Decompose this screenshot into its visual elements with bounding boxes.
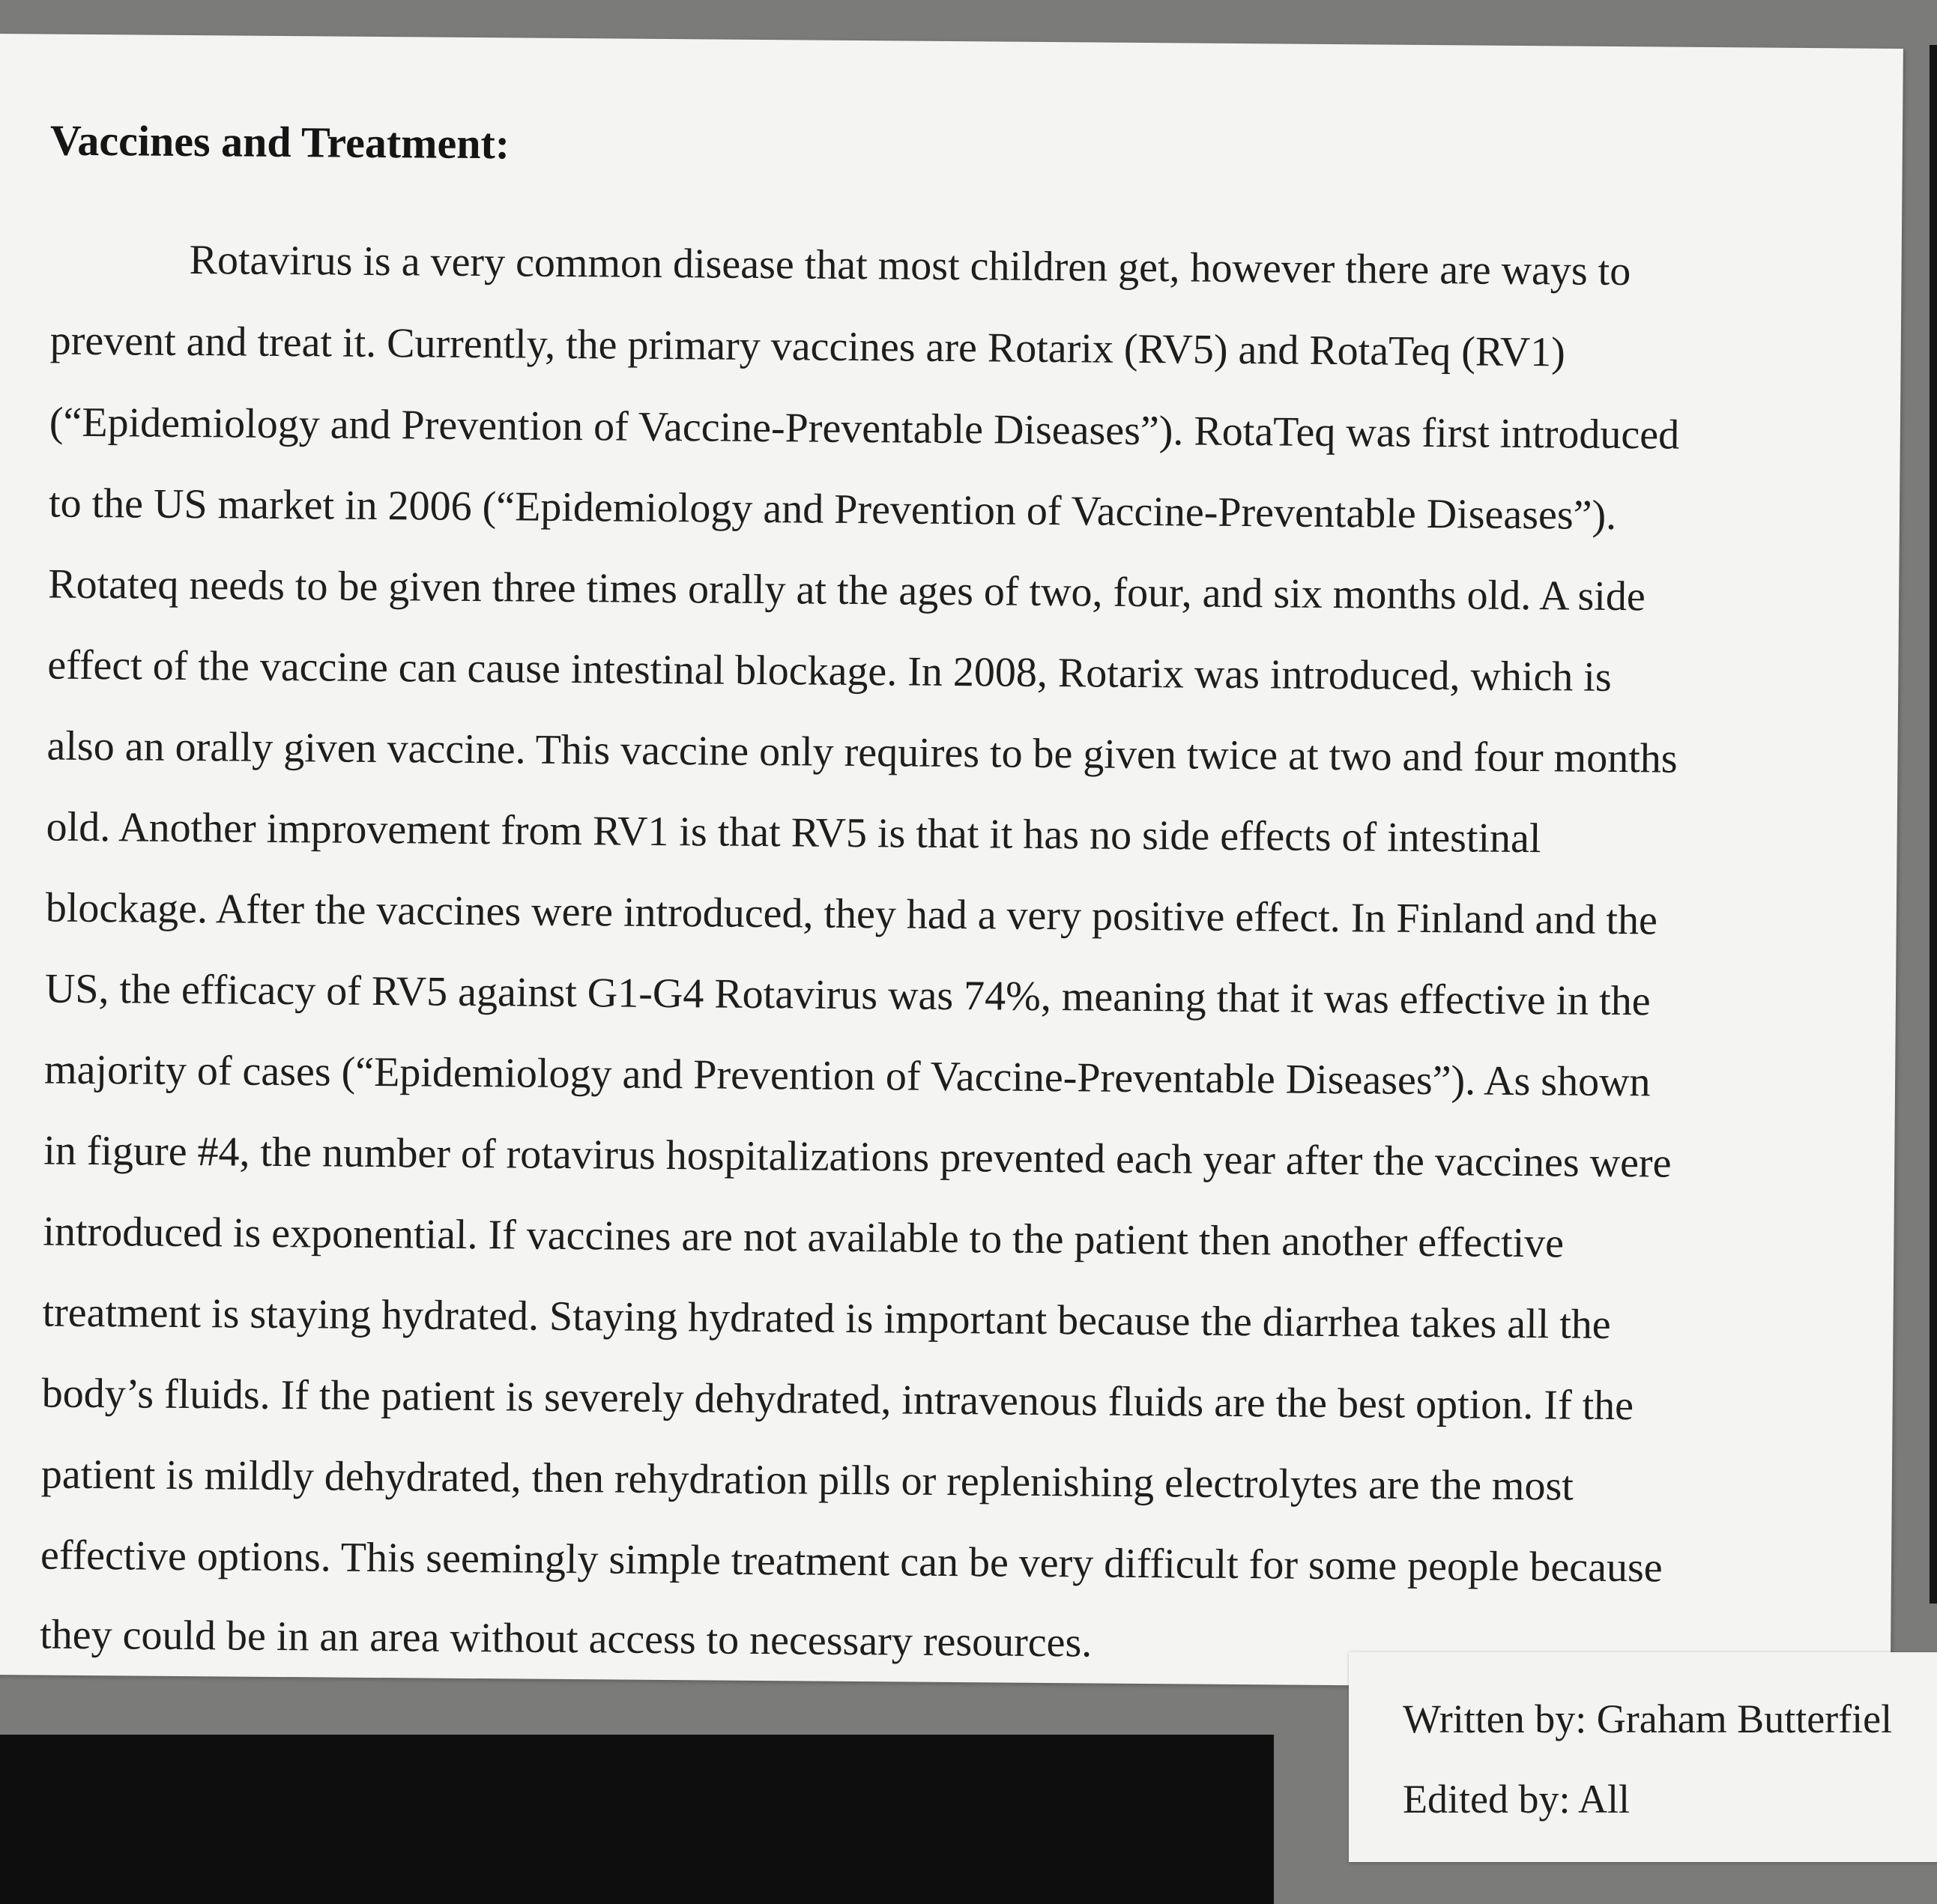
main-paper-sheet — [0, 34, 1903, 1690]
paragraph-line-15: body’s fluids. If the patient is severely dehydrated, intravenous fluids are the best option. If the — [41, 1370, 1634, 1430]
paragraph-line-8: old. Another improvement from RV1 is that RV5 is that it has no side effects of intestinal — [46, 803, 1541, 862]
board-edge-dark — [1930, 45, 1937, 1604]
paragraph-line-7: also an orally given vaccine. This vaccine only requires to be given twice at two and four months — [46, 722, 1678, 782]
paragraph-line-10: US, the efficacy of RV5 against G1-G4 Rotavirus was 74%, meaning that it was effective in the — [44, 965, 1651, 1025]
paragraph-line-5: Rotateq needs to be given three times orally at the ages of two, four, and six months old. A side — [47, 560, 1646, 620]
paragraph-line-12: in figure #4, the number of rotavirus hospitalizations prevented each year after the vaccines were — [43, 1127, 1672, 1187]
paragraph-line-11: majority of cases (“Epidemiology and Prevention of Vaccine-Preventable Diseases”). As shown — [43, 1046, 1651, 1106]
paragraph-line-1: Rotavirus is a very common disease that most children get, however there are ways to — [189, 236, 1631, 295]
paragraph-line-3: (“Epidemiology and Prevention of Vaccine-Preventable Diseases”). RotaTeq was first introduced — [49, 399, 1680, 459]
paragraph-line-14: treatment is staying hydrated. Staying hydrated is important because the diarrhea takes all the — [42, 1289, 1611, 1348]
paragraph-line-4: to the US market in 2006 (“Epidemiology and Prevention of Vaccine-Preventable Diseases”). — [48, 480, 1617, 539]
paragraph-line-17: effective options. This seemingly simple treatment can be very difficult for some people because — [40, 1532, 1663, 1592]
paragraph-line-2: prevent and treat it. Currently, the primary vaccines are Rotarix (RV5) and RotaTeq (RV1) — [49, 317, 1566, 376]
paragraph-line-13: introduced is exponential. If vaccines are not available to the patient then another effective — [43, 1208, 1565, 1267]
paragraph-line-18: they could be in an area without access to necessary resources. — [39, 1611, 1093, 1666]
section-heading: Vaccines and Treatment: — [49, 115, 510, 169]
paragraph-line-9: blockage. After the vaccines were introduced, they had a very positive effect. In Finland and the — [45, 884, 1658, 944]
written-by-text: Written by: Graham Butterfiel — [1403, 1696, 1893, 1741]
board-background-dark — [0, 1735, 1274, 1904]
edited-by-text: Edited by: All — [1403, 1777, 1630, 1822]
credits-paper-sheet — [1349, 1652, 1937, 1862]
paragraph-line-6: effect of the vaccine can cause intestinal blockage. In 2008, Rotarix was introduced, which is — [47, 641, 1612, 701]
paragraph-line-16: patient is mildly dehydrated, then rehydration pills or replenishing electrolytes are the most — [40, 1451, 1574, 1510]
